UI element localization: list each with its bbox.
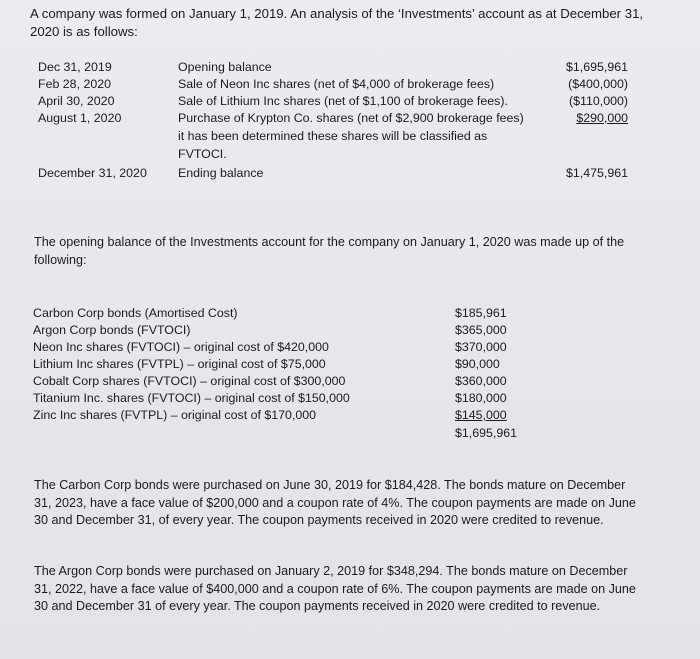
row-amount: $1,695,961	[565, 60, 628, 74]
row-date: Dec 31, 2019	[38, 60, 112, 74]
holding-value: $180,000	[455, 391, 507, 405]
row-description: Purchase of Krypton Co. shares (net of $2,900 brokerage fees)	[178, 111, 524, 125]
carbon-bonds-paragraph: The Carbon Corp bonds were purchased on June 30, 2019 for $184,428. The bonds mature on December 31, 2023, have a face value of $200,000 and a coupon rate of 4%. The coupon payments are made on June 30 and December 31, of every year. The coupon payments received in 2020 were credited to revenue.	[34, 478, 636, 527]
holding-value: $90,000	[455, 357, 500, 371]
row-description: FVTOCI.	[178, 147, 227, 161]
holding-label: Titanium Inc. shares (FVTOCI) – original cost of $150,000	[33, 391, 350, 405]
row-description: Sale of Neon Inc shares (net of $4,000 of brokerage fees)	[178, 77, 495, 91]
row-date: April 30, 2020	[38, 94, 115, 108]
intro-text: A company was formed on January 1, 2019. An analysis of the ‘Investments’ account as at December 31, 2020 is as follows:	[30, 6, 644, 39]
holding-label: Carbon Corp bonds (Amortised Cost)	[33, 306, 238, 320]
row-date: August 1, 2020	[38, 111, 122, 125]
holding-label: Argon Corp bonds (FVTOCI)	[33, 323, 191, 337]
opening-total: $1,695,961	[455, 426, 518, 440]
row-date: December 31, 2020	[38, 166, 147, 180]
holding-value: $365,000	[455, 323, 507, 337]
holding-label: Lithium Inc shares (FVTPL) – original cost of $75,000	[33, 357, 326, 371]
row-date: Feb 28, 2020	[38, 77, 112, 91]
row-description: Opening balance	[178, 60, 272, 74]
holding-value: $360,000	[455, 374, 507, 388]
argon-bonds-paragraph: The Argon Corp bonds were purchased on January 2, 2019 for $348,294. The bonds mature on December 31, 2022, have a face value of $400,000 and a coupon rate of 6%. The coupon payments are made on June 30 and December 31 of every year. The coupon payments received in 2020 were credited to revenue.	[34, 564, 636, 613]
row-description: Sale of Lithium Inc shares (net of $1,100 of brokerage fees).	[178, 94, 508, 108]
row-description: Ending balance	[178, 166, 264, 180]
row-amount: $290,000	[576, 111, 628, 125]
opening-balance-intro: The opening balance of the Investments account for the company on January 1, 2020 was made up of the following:	[34, 235, 625, 267]
holding-label: Cobalt Corp shares (FVTOCI) – original cost of $300,000	[33, 374, 346, 388]
holding-label: Zinc Inc shares (FVTPL) – original cost of $170,000	[33, 408, 317, 422]
holding-value: $370,000	[455, 340, 507, 354]
row-description: it has been determined these shares will be classified as	[178, 129, 488, 143]
holding-value: $185,961	[455, 306, 507, 320]
row-amount: ($110,000)	[568, 94, 628, 108]
holding-value: $145,000	[455, 408, 507, 422]
row-amount: ($400,000)	[568, 77, 628, 91]
holding-label: Neon Inc shares (FVTOCI) – original cost of $420,000	[33, 340, 329, 354]
row-amount: $1,475,961	[565, 166, 628, 180]
